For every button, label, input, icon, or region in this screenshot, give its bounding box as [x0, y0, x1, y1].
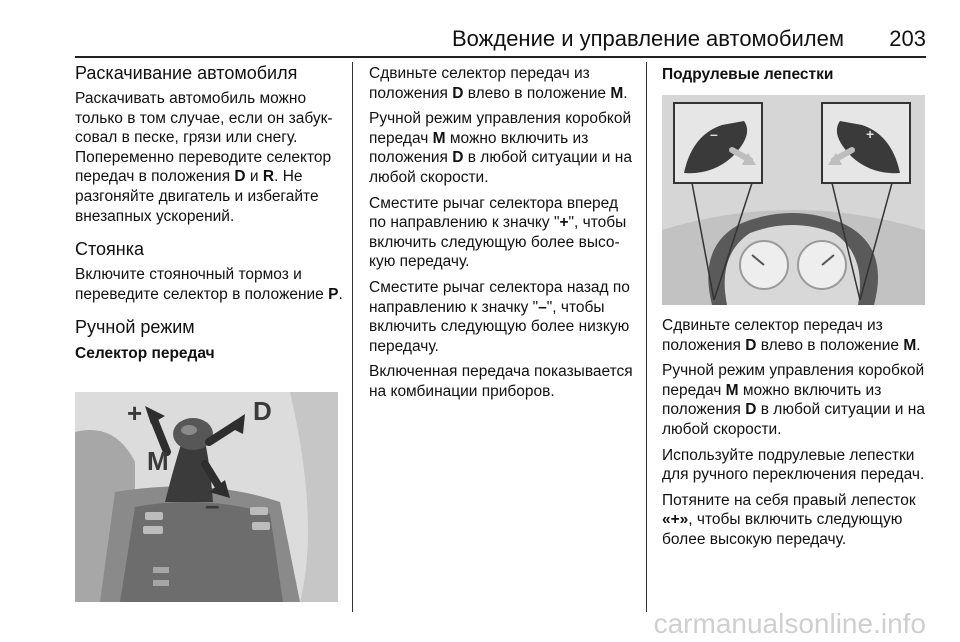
- section-heading-manual: Ручной режим: [75, 317, 195, 338]
- header-title: Вождение и управление автомобилем: [451, 26, 844, 51]
- column-1: [75, 60, 343, 369]
- paragraph-downshift: Сместите рычаг селектора назад по направлению к значку "–", чтобы включить следующую более низкую передачу.: [369, 278, 630, 355]
- paddle-label-plus: +: [866, 126, 875, 142]
- page-header: [75, 26, 926, 58]
- paddle-label-minus: –: [710, 126, 718, 142]
- column-divider: [352, 62, 353, 612]
- paragraph-parking: Включите стояночный тормоз и переведите селектор в положение P.: [75, 266, 343, 303]
- paddle-shifter-figure: [662, 95, 925, 305]
- figure-label-m: M: [147, 446, 169, 476]
- column-3-text: [662, 316, 930, 556]
- paragraph-gear-display: Включенная передача показывается на комбинации приборов.: [369, 363, 633, 400]
- page-number: 203: [889, 26, 926, 51]
- header-rule: [75, 56, 926, 58]
- column-3-heading: [662, 64, 930, 90]
- paragraph-pull-paddle: Потяните на себя правый лепесток «+», чтобы включить следующую более высокую передачу.: [662, 491, 916, 548]
- subheading-paddles: Подрулевые лепестки: [662, 66, 834, 83]
- column-2: [369, 64, 637, 408]
- column-divider: [646, 62, 647, 612]
- section-heading-rocking: Раскачивание автомобиля: [75, 63, 298, 83]
- figure-label-minus: –: [205, 490, 220, 520]
- paragraph-manual-mode: Ручной режим управления коробкой передач M можно включить из положения D в любой ситуации и на любой скорости.: [369, 110, 632, 186]
- paragraph-move-selector: Сдвиньте селектор передач из положения D влево в положение M.: [369, 65, 628, 102]
- watermark: carmanualsonline.info: [653, 608, 926, 639]
- paragraph-move-selector-2: Сдвиньте селектор передач из положения D влево в положение M.: [662, 317, 921, 354]
- paddle-shifter-illustration: [662, 95, 925, 305]
- paragraph-upshift: Сместите рычаг селектора вперед по направлению к значку "+", чтобы включить следующую более высокую передачу.: [369, 194, 627, 271]
- gear-selector-figure: [75, 392, 338, 602]
- figure-label-plus: +: [127, 398, 143, 428]
- paragraph-rocking: Раскачивать автомобиль можно только в том случае, если он забуксовал в песке, грязи или снегу. Попеременно переводите селектор передач в положения D и R. Не разгоняйте двигатель и избегайте внезапных ускорений.: [75, 90, 333, 225]
- subheading-selector: Селектор передач: [75, 345, 215, 363]
- paragraph-manual-mode-2: Ручной режим управления коробкой передач M можно включить из положения D в любой ситуации и на любой скорости.: [662, 362, 925, 438]
- figure-label-d: D: [253, 396, 272, 426]
- section-heading-parking: Стоянка: [75, 239, 145, 260]
- gear-selector-illustration: [75, 392, 338, 602]
- paragraph-use-paddles: Используйте подрулевые лепестки для ручного переключения передач.: [662, 446, 925, 484]
